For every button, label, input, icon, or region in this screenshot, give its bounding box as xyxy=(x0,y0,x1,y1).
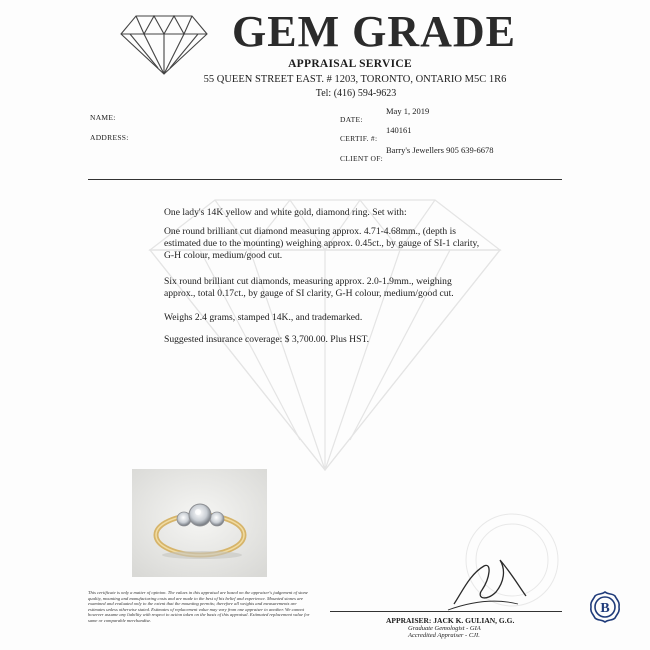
center-stone-description xyxy=(164,226,484,262)
item-intro xyxy=(164,207,484,219)
name-label: NAME: xyxy=(90,113,116,122)
insurance-text: Suggested insurance coverage: $ 3,700.00. Plus HST. xyxy=(164,334,369,345)
ring-photo xyxy=(132,469,267,577)
date-value: May 1, 2019 xyxy=(386,106,430,116)
header-divider xyxy=(88,179,562,180)
client-of-label: CLIENT OF: xyxy=(340,154,384,163)
legal-disclaimer: This certificate is only a matter of opinion. The values in this appraisal are based on the appraiser's judgement of stone quality, mounting and manufacturing costs and are made to the best of his belief and experience. Mounted stones are examined and evaluated only to the extent that the mounting permits; therefore all weights and measurements are estimates unless otherwise stated. Estimates of replacement value may vary from one appraiser to another. We cannot however assume any liability with respect to action taken on the basis of this appraisal. Estimated replacement value for same or comparable merchandise. xyxy=(88,590,310,623)
side-stones-description xyxy=(164,276,484,300)
address-label: ADDRESS: xyxy=(90,133,129,142)
company-phone: Tel: (416) 594-9623 xyxy=(315,88,397,99)
weight-text: Weighs 2.4 grams, stamped 14K., and trademarked. xyxy=(164,312,363,323)
signature-line xyxy=(330,611,562,612)
company-title: GEM GRADE xyxy=(232,7,516,56)
brand-badge-icon[interactable] xyxy=(588,590,622,624)
service-text: APPRAISAL SERVICE xyxy=(288,58,412,70)
service-subtitle xyxy=(0,58,650,70)
intro-text: One lady's 14K yellow and white gold, diamond ring. Set with: xyxy=(164,207,407,218)
appraiser-signature xyxy=(440,552,530,614)
certificate-number-value: 140161 xyxy=(386,125,412,135)
company-address: 55 QUEEN STREET EAST. # 1203, TORONTO, ONTARIO M5C 1R6 xyxy=(203,74,507,85)
appraiser-credential-2: Accredited Appraiser - CJI. xyxy=(408,632,480,639)
ring-illustration xyxy=(132,469,267,577)
center-stone-text: One round brilliant cut diamond measuring approx. 4.71-4.68mm., (depth is estimated due to the mounting) weighing approx. 0.45ct., by gauge of SI-1 clarity, G-H colour, medium/good cut. xyxy=(164,226,480,261)
appraiser-block xyxy=(386,616,514,639)
client-of-value: Barry's Jewellers 905 639-6678 xyxy=(386,145,494,155)
side-stones-text: Six round brilliant cut diamonds, measuring approx. 2.0-1.9mm., weighing approx., total 0.17ct., by gauge of SI clarity, G-H colour, medium/good cut. xyxy=(164,276,454,299)
appraiser-credential-1: Graduate Gemologist - GIA xyxy=(408,625,481,632)
date-label: DATE: xyxy=(340,115,363,124)
weight-description xyxy=(164,312,484,324)
badge-letter: B xyxy=(600,601,610,616)
insurance-coverage xyxy=(164,334,484,346)
appraiser-name: APPRAISER: JACK K. GULIAN, G.G. xyxy=(386,616,515,625)
certificate-number-label: CERTIF. #: xyxy=(340,134,378,143)
